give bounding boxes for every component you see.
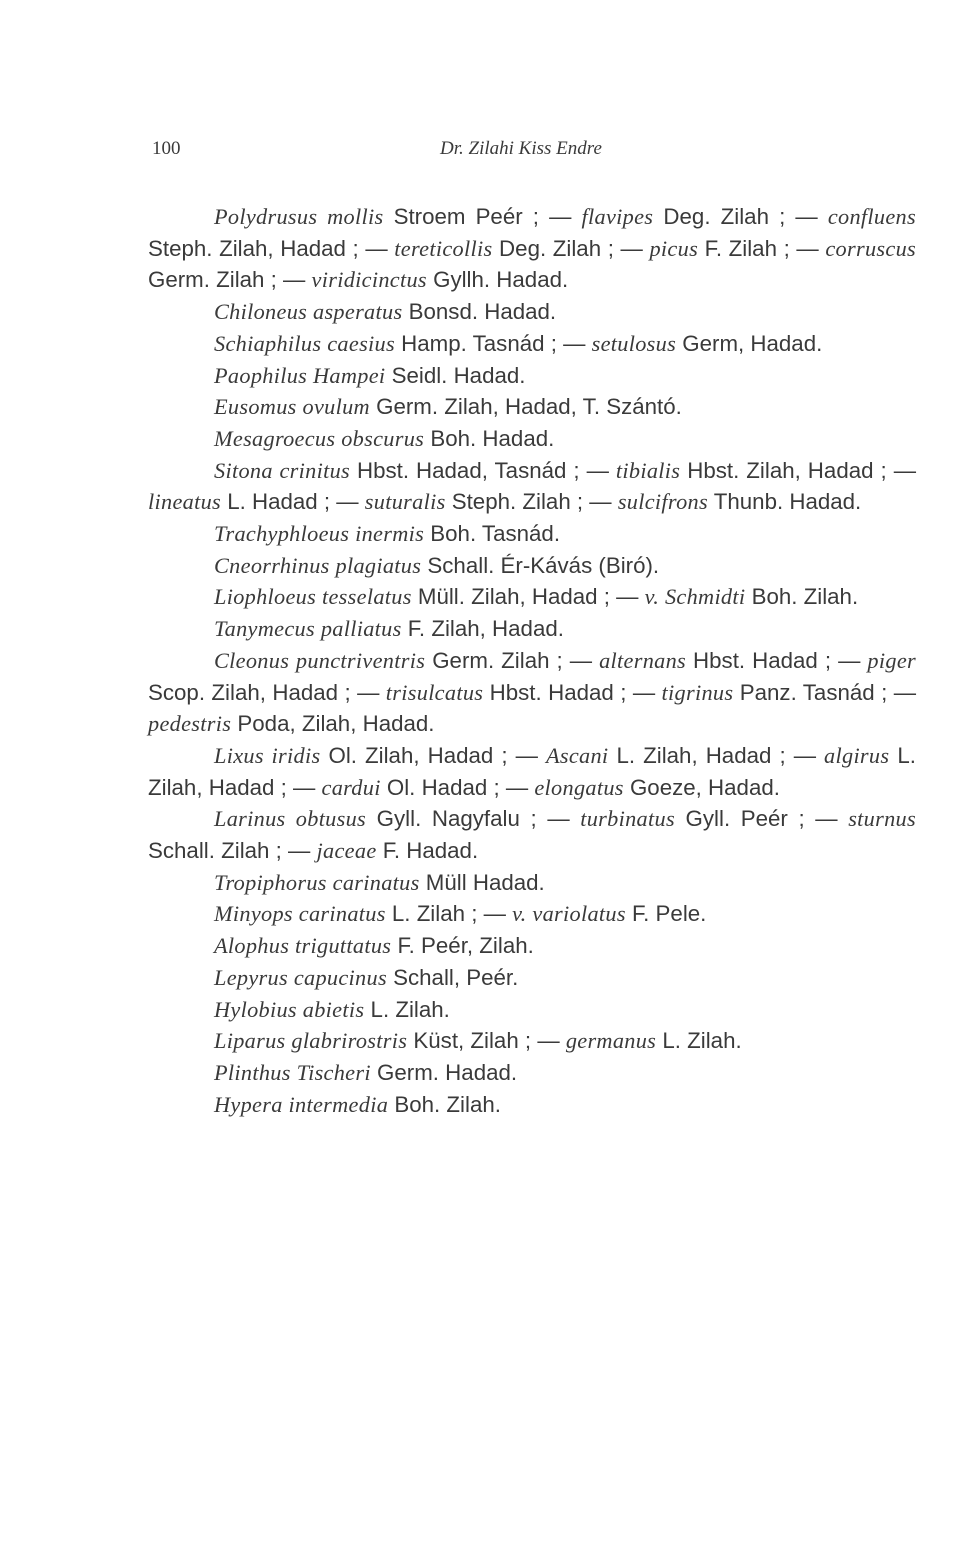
species-locality: Hbst. Zilah, Hadad ; —	[680, 457, 916, 483]
species-name: sturnus	[848, 806, 916, 832]
species-name: picus	[649, 235, 699, 261]
species-name: Larinus obtusus	[214, 806, 367, 832]
species-locality: Thunb. Hadad.	[707, 489, 862, 515]
species-locality: Küst, Zilah ; —	[407, 1028, 566, 1054]
species-name: Alophus triguttatus	[214, 933, 392, 959]
species-locality: Germ. Zilah, Hadad, T. Szántó.	[369, 394, 682, 420]
species-locality: Schall. Ér-Kávás (Biró).	[421, 552, 660, 578]
species-name: Mesagroecus obscurus	[214, 425, 425, 451]
species-locality: L. Zilah, Hadad ; —	[148, 742, 916, 800]
species-locality: Scop. Zilah, Hadad ; —	[148, 679, 386, 705]
species-name: Hylobius abietis	[214, 996, 365, 1022]
species-name: Tropiphorus carinatus	[214, 869, 420, 895]
species-locality: Goeze, Hadad.	[623, 774, 780, 800]
species-name: confluens	[827, 204, 916, 229]
species-locality: Stroem Peér ; —	[383, 204, 582, 229]
species-name: flavipes	[581, 204, 654, 229]
species-locality: Bonsd. Hadad.	[402, 299, 557, 325]
species-locality: Boh. Zilah.	[745, 584, 859, 610]
species-locality: Deg. Zilah ; —	[653, 204, 828, 229]
species-name: Tanymecus palliatus	[214, 616, 402, 642]
species-locality: F. Hadad.	[376, 838, 479, 864]
species-name: Paophilus Hampei	[214, 362, 386, 388]
species-name: piger	[867, 647, 916, 673]
species-name: cardui	[321, 774, 381, 800]
species-name: algirus	[824, 742, 890, 768]
species-name: v. variolatus	[512, 901, 626, 927]
species-entry	[148, 550, 916, 582]
species-name: Ascani	[545, 742, 609, 768]
species-locality: F. Zilah ; —	[698, 235, 826, 261]
species-name: Cleonus punctriventris	[214, 647, 426, 673]
species-entry	[148, 803, 916, 866]
species-name: tibialis	[615, 457, 681, 483]
species-locality: Boh. Tasnád.	[424, 521, 561, 547]
species-entry	[148, 360, 916, 392]
species-locality: L. Zilah.	[364, 996, 450, 1022]
species-locality: Boh. Zilah.	[388, 1091, 501, 1117]
species-entry	[148, 645, 916, 740]
species-name: Minyops carinatus	[214, 901, 386, 927]
species-name: Liparus glabrirostris	[214, 1028, 408, 1054]
species-name: Schiaphilus caesius	[214, 330, 395, 356]
species-entry	[148, 518, 916, 550]
species-entry	[148, 740, 916, 803]
species-entry	[148, 930, 916, 962]
species-entry	[148, 962, 916, 994]
species-entry	[148, 898, 916, 930]
species-locality: Poda, Zilah, Hadad.	[231, 711, 435, 737]
species-entry	[148, 391, 916, 423]
species-name: turbinatus	[580, 806, 675, 832]
species-locality: F. Peér, Zilah.	[391, 933, 534, 959]
species-name: trisulcatus	[385, 679, 484, 705]
species-name: Hypera intermedia	[214, 1091, 389, 1117]
running-title: Dr. Zilahi Kiss Endre	[440, 138, 602, 159]
species-locality: Gyll. Peér ; —	[674, 806, 849, 832]
species-name: jaceae	[316, 838, 377, 864]
species-locality: L. Zilah, Hadad ; —	[608, 742, 825, 768]
species-locality: Germ. Zilah ; —	[425, 647, 600, 673]
species-locality: Seidl. Hadad.	[385, 362, 526, 388]
species-locality: Gyll. Nagyfalu ; —	[366, 806, 581, 832]
species-entry	[148, 867, 916, 899]
species-entry	[148, 328, 916, 360]
species-name: Trachyphloeus inermis	[214, 521, 425, 547]
species-entry	[148, 455, 916, 518]
species-locality: F. Zilah, Hadad.	[401, 616, 564, 642]
species-name: alternans	[599, 647, 687, 673]
species-name: corruscus	[825, 235, 916, 261]
species-name: Chiloneus asperatus	[214, 299, 403, 325]
species-locality: Gyllh. Hadad.	[426, 267, 569, 293]
species-locality: Steph. Zilah ; —	[445, 489, 618, 515]
species-name: tereticollis	[394, 235, 493, 261]
species-entry	[148, 201, 916, 296]
species-name: sulcifrons	[617, 489, 708, 515]
species-locality: F. Pele.	[625, 901, 707, 927]
species-name: Sitona crinitus	[214, 457, 350, 483]
species-locality: Hbst. Hadad, Tasnád ; —	[350, 457, 616, 483]
species-name: Plinthus Tischeri	[214, 1059, 371, 1085]
species-locality: Hbst. Hadad ; —	[686, 647, 868, 673]
species-entry	[148, 1089, 916, 1121]
species-locality: L. Zilah ; —	[385, 901, 513, 927]
species-list	[148, 201, 916, 1120]
species-locality: Deg. Zilah ; —	[492, 235, 650, 261]
page-header	[152, 138, 652, 166]
species-name: Cneorrhinus plagiatus	[214, 552, 422, 578]
species-name: viridicinctus	[311, 267, 427, 293]
species-name: Polydrusus mollis	[214, 204, 384, 229]
species-locality: Müll Hadad.	[419, 869, 545, 895]
species-entry	[148, 613, 916, 645]
species-name: germanus	[565, 1028, 657, 1054]
species-locality: Germ. Hadad.	[370, 1059, 518, 1085]
species-entry	[148, 1025, 916, 1057]
species-name: elongatus	[534, 774, 624, 800]
species-name: setulosus	[591, 330, 677, 356]
species-locality: Schall, Peér.	[386, 964, 519, 990]
species-locality: L. Hadad ; —	[221, 489, 365, 515]
species-locality: Hbst. Hadad ; —	[483, 679, 662, 705]
species-entry	[148, 581, 916, 613]
species-locality: Boh. Hadad.	[424, 425, 555, 451]
species-locality: Ol. Hadad ; —	[380, 774, 535, 800]
species-locality: Ol. Zilah, Hadad ; —	[320, 742, 546, 768]
species-name: lineatus	[148, 489, 222, 515]
page-number: 100	[152, 138, 181, 159]
species-name: v. Schmidti	[644, 584, 746, 610]
species-locality: Panz. Tasnád ; —	[733, 679, 916, 705]
species-entry	[148, 1057, 916, 1089]
species-name: Lixus iridis	[214, 742, 321, 768]
species-name: suturalis	[364, 489, 446, 515]
species-locality: Müll. Zilah, Hadad ; —	[411, 584, 645, 610]
species-name: Eusomus ovulum	[214, 394, 370, 420]
species-locality: Steph. Zilah, Hadad ; —	[148, 235, 395, 261]
species-entry	[148, 296, 916, 328]
species-locality: Schall. Zilah ; —	[148, 838, 317, 864]
species-name: pedestris	[148, 711, 232, 737]
species-name: Liophloeus tesselatus	[214, 584, 412, 610]
species-locality: L. Zilah.	[656, 1028, 742, 1054]
species-name: Lepyrus capucinus	[214, 964, 387, 990]
species-locality: Germ, Hadad.	[676, 330, 823, 356]
species-name: tigrinus	[661, 679, 734, 705]
species-locality: Hamp. Tasnád ; —	[394, 330, 592, 356]
species-entry	[148, 423, 916, 455]
species-locality: Germ. Zilah ; —	[148, 267, 312, 293]
species-entry	[148, 994, 916, 1026]
